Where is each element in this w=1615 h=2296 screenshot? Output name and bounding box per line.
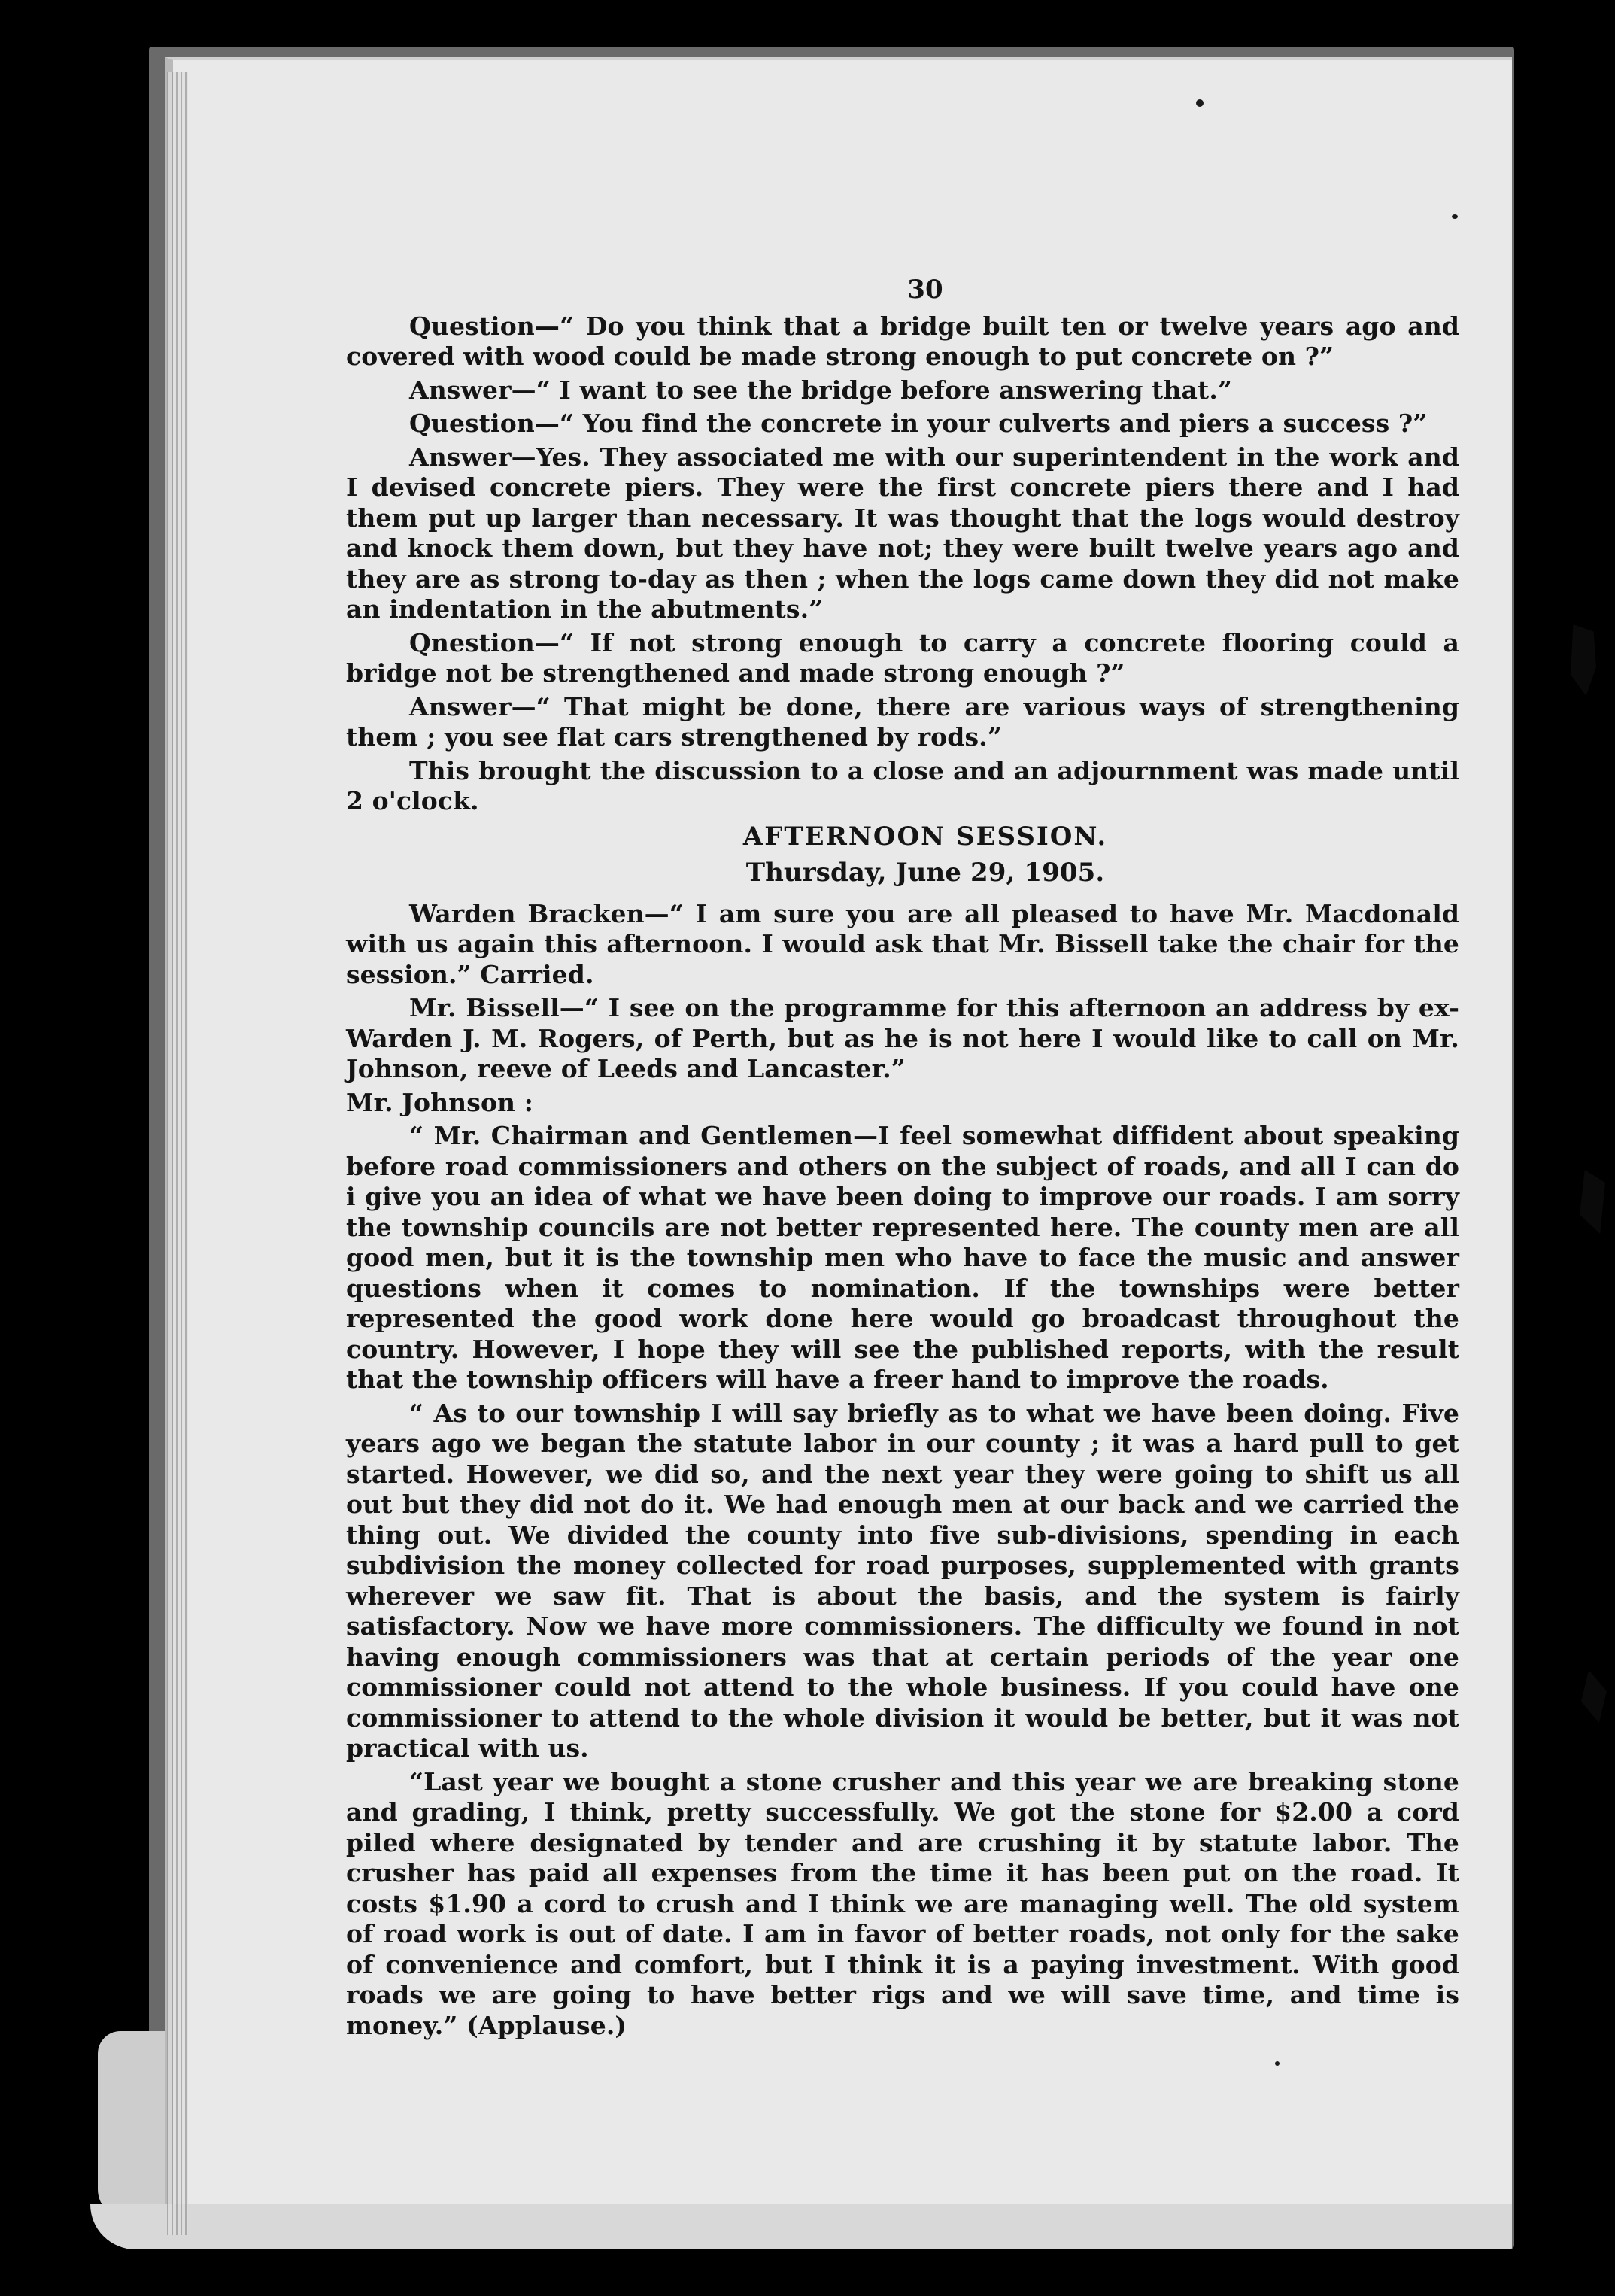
scan-speck <box>1452 214 1458 219</box>
paragraph: This brought the discussion to a close and an adjournment was made until 2 o'clock. <box>346 755 1459 815</box>
margin-ink-blot <box>1580 1170 1605 1234</box>
speech-paragraph: “ As to our township I will say briefly as to what we have been doing. Five years ago we began the statute labor in our county ; it was a hard pull to get started. However, we did so, and the next year they were going to shift us all out but they did not do it. We had enough men at our back and we carried the thing out. We divided the county into five sub-divisions, spending in each subdivision the money collected for road purposes, supplemented with grants wherever we saw fit. That is about the basis, and the system is fairly satisfactory. Now we have more commissioners. The difficulty we found in not having enough commissioners was that at certain periods of the year one commissioner could not attend to the whole business. If you could have one commissioner to attend to the whole division it would be better, but it was not practical with us. <box>346 1398 1459 1763</box>
session-date: Thursday, June 29, 1905. <box>745 858 1105 888</box>
page-text <box>346 275 1459 2044</box>
speech-paragraph: “Last year we bought a stone crusher and this year we are breaking stone and grading, I think, pretty successfully. We got the stone for $2.00 a cord piled where designated by tender and are crushing it by statute labor. The crusher has paid all expenses from the time it has been put on the road. It costs $1.90 a cord to crush and I think we are managing well. The old system of road work is out of date. I am in favor of better roads, not only for the sake of convenience and comfort, but I think it is a paying investment. With good roads we are going to have better rigs and we will save time, and time is money.” (Applause.) <box>346 1766 1459 2040</box>
scan-speck <box>1275 2061 1280 2066</box>
binding-edge-lines <box>167 72 188 2235</box>
paragraph: Question—“ You find the concrete in your culverts and piers a success ?” <box>409 408 1428 438</box>
page-bottom-curl <box>90 2204 1512 2249</box>
margin-ink-blot <box>1571 624 1596 696</box>
paragraph: Question—“ Do you think that a bridge built ten or twelve years ago and covered with wood could be made strong enough to put concrete on ?” <box>346 311 1459 371</box>
speech-paragraph: “ Mr. Chairman and Gentlemen—I feel somewhat diffident about speaking before road commissioners and others on the subject of roads, and all I can do i give you an idea of what we have been doing to improve our roads. I am sorry the township councils are not better represented here. The county men are all good men, but it is the township men who have to face the music and answer questions when it comes to nomination. If the townships were better represented the good work done here would go broadcast throughout the country. However, I hope they will see the published reports, with the result that the township officers will have a freer hand to improve the roads. <box>346 1121 1459 1394</box>
scan-speck <box>1196 99 1204 107</box>
page-corner-fold <box>98 2031 173 2219</box>
paragraph: Answer—Yes. They associated me with our superintendent in the work and I devised concrete piers. They were the first concrete piers there and I had them put up larger than necessary. It was thought that the logs would destroy and knock them down, but they have not; they were built twelve years ago and they are as strong to-day as then ; when the logs came down they did not make an indentation in the abutments.” <box>346 442 1459 624</box>
paragraph: Answer—“ I want to see the bridge before answering that.” <box>409 375 1233 405</box>
paragraph: Answer—“ That might be done, there are various ways of strengthening them ; you see flat cars strengthened by rods.” <box>346 691 1459 752</box>
speaker-label: Mr. Johnson : <box>346 1087 534 1117</box>
paragraph: Qnestion—“ If not strong enough to carry a concrete flooring could a bridge not be strengthened and made strong enough ?” <box>346 627 1459 688</box>
margin-ink-blot <box>1581 1670 1607 1723</box>
paragraph: Warden Bracken—“ I am sure you are all pleased to have Mr. Macdonald with us again this afternoon. I would ask that Mr. Bissell take the chair for the session.” Carried. <box>346 898 1459 989</box>
page-number: 30 <box>907 275 943 305</box>
section-heading: AFTERNOON SESSION. <box>742 821 1108 852</box>
paragraph: Mr. Bissell—“ I see on the programme for this afternoon an address by ex-Warden J. M. Rogers, of Perth, but as he is not here I would like to call on Mr. Johnson, reeve of Leeds and Lancaster.” <box>346 993 1459 1083</box>
